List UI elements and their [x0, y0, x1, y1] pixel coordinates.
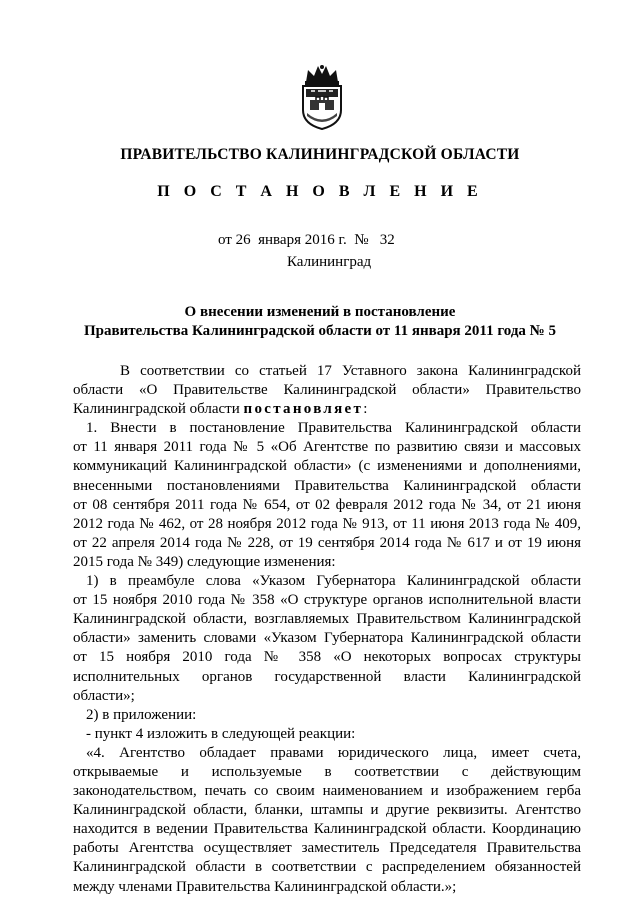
- body-line: В соответствии со статьей 17 Уставного закона Калининградской: [120, 363, 581, 379]
- body-line: Калининградской области в соответствии с распределением обязанностей: [73, 859, 581, 876]
- body-line: 2) в приложении:: [86, 706, 197, 723]
- body-line: 1. Внести в постановление Правительства Калининградской области: [86, 420, 581, 437]
- body-line: 2012 года № 462, от 28 ноября 2012 года № 913, от 11 июня 2013 года № 409,: [73, 515, 581, 532]
- body-line: работы Агентства осуществляет заместитель Председателя Правительства: [73, 840, 581, 857]
- body-line: 1) в преамбуле слова «Указом Губернатора Калининградской области: [86, 573, 581, 590]
- government-name: ПРАВИТЕЛЬСТВО КАЛИНИНГРАДСКОЙ ОБЛАСТИ: [120, 146, 520, 163]
- body-line: от 15 ноября 2010 года № 358 «О некоторых вопросах структуры: [73, 649, 581, 666]
- document-body: [73, 362, 581, 897]
- body-line: исполнительных органов государственной власти Калининградской: [73, 668, 581, 685]
- body-line: между членами Правительства Калининградской области.»;: [73, 878, 457, 895]
- keyword-postanovlyaet: постановляет: [243, 401, 364, 418]
- document-type: П О С Т А Н О В Л Е Н И Е: [157, 183, 483, 200]
- body-line: от 15 ноября 2010 года № 358 «О структуре органов исполнительной власти: [73, 592, 581, 609]
- body-line: Калининградской области, возглавляемых Правительством Калининградской: [73, 611, 581, 628]
- body-line: - пункт 4 изложить в следующей реакции:: [86, 725, 356, 742]
- document-subject: [0, 303, 640, 341]
- document-date: 26 января 2016 г.: [235, 232, 347, 248]
- subject-line-1: О внесении изменений в постановление: [184, 304, 456, 320]
- body-line: «4. Агентство обладает правами юридического лица, имеет счета,: [86, 744, 581, 761]
- body-line: [73, 400, 581, 419]
- body-text: Калининградской области: [73, 401, 240, 418]
- document-number: 32: [379, 232, 395, 248]
- body-line: Калининградской области, бланки, штампы и другие реквизиты. Агентство: [73, 802, 581, 819]
- body-line: от 22 апреля 2014 года № 228, от 19 сентября 2014 года № 617 и от 19 июня: [73, 534, 581, 551]
- body-line: коммуникаций Калининградской области» (с изменениями и дополнениями,: [73, 458, 581, 475]
- body-line: внесенными постановлениями Правительства Калининградской области: [73, 477, 581, 494]
- body-line: области «О Правительстве Калининградской области» Правительство: [73, 382, 581, 399]
- body-line: 2015 года № 349) следующие изменения:: [73, 553, 336, 570]
- body-line: законодательством, печать со своим наименованием и изображением герба: [73, 783, 581, 800]
- kaliningrad-coat-of-arms-icon: [298, 64, 346, 130]
- number-sign: №: [354, 232, 369, 248]
- body-line: от 08 сентября 2011 года № 654, от 02 февраля 2012 года № 34, от 21 июня: [73, 496, 581, 513]
- date-prefix: от: [218, 232, 232, 248]
- body-line: открываемые и используемые в соответствии с действующим: [73, 763, 581, 780]
- body-line: области» заменить словами «Указом Губернатора Калининградской области: [73, 630, 581, 647]
- body-line: области»;: [73, 687, 135, 704]
- body-line: находится в ведении Правительства Калининградской области. Координацию: [73, 821, 581, 838]
- subject-line-2: Правительства Калининградской области от 11 января 2011 года № 5: [84, 323, 556, 339]
- date-line: [218, 232, 395, 249]
- body-text: :: [363, 401, 368, 418]
- city: Калининград: [287, 254, 372, 270]
- body-line: от 11 января 2011 года № 5 «Об Агентстве по развитию связи и массовых: [73, 439, 581, 456]
